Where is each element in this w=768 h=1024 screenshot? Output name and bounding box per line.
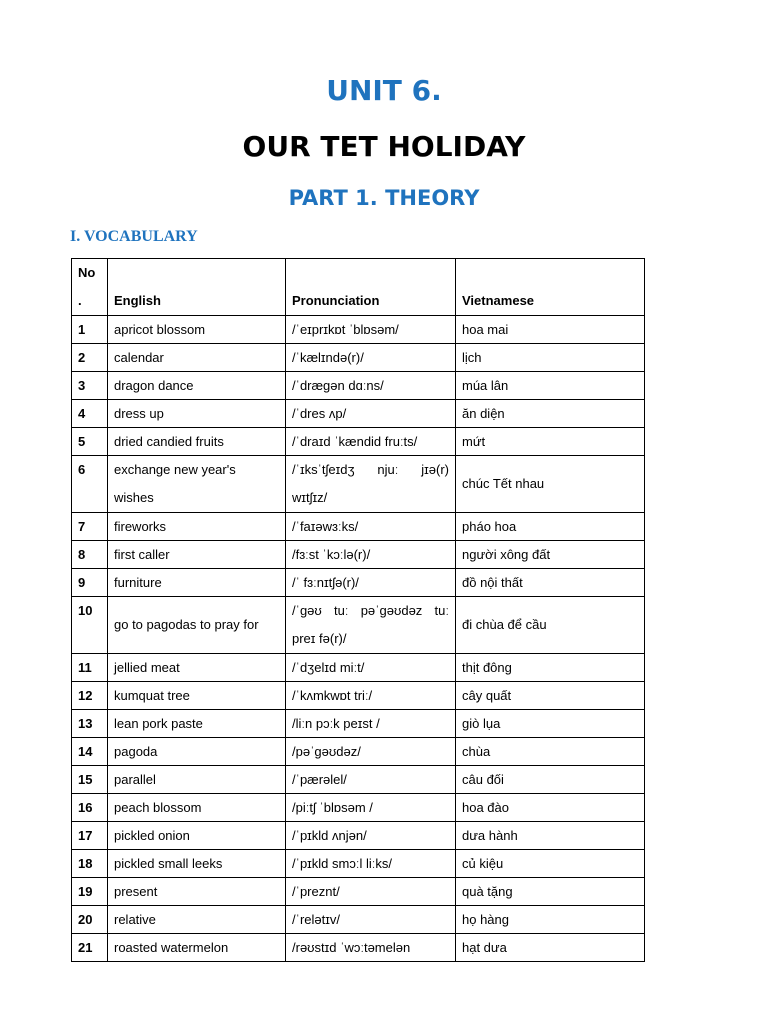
row-english: lean pork paste bbox=[108, 710, 286, 738]
row-english: go to pagodas to pray for bbox=[108, 597, 286, 654]
row-english: exchange new year's wishes bbox=[108, 456, 286, 513]
unit-title: UNIT 6. bbox=[326, 74, 442, 107]
row-pronunciation: /pəˈɡəʊdəz/ bbox=[286, 738, 456, 766]
row-pronunciation: /ˈfaɪəwɜːks/ bbox=[286, 513, 456, 541]
table-row bbox=[72, 372, 645, 400]
row-pronunciation: /ˈdræɡən dɑːns/ bbox=[286, 372, 456, 400]
row-number: 3 bbox=[72, 372, 108, 400]
row-vietnamese: giò lụa bbox=[456, 710, 645, 738]
row-english: calendar bbox=[108, 344, 286, 372]
row-vietnamese: họ hàng bbox=[456, 906, 645, 934]
row-vietnamese: chúc Tết nhau bbox=[456, 456, 645, 513]
row-english: apricot blossom bbox=[108, 316, 286, 344]
table-row bbox=[72, 934, 645, 962]
row-pronunciation: /ˈdraɪd ˈkændid fruːts/ bbox=[286, 428, 456, 456]
row-english: roasted watermelon bbox=[108, 934, 286, 962]
header-no-line2: . bbox=[78, 293, 82, 308]
table-row bbox=[72, 738, 645, 766]
row-number: 5 bbox=[72, 428, 108, 456]
row-vietnamese: múa lân bbox=[456, 372, 645, 400]
row-number: 9 bbox=[72, 569, 108, 597]
unit-subtitle: OUR TET HOLIDAY bbox=[242, 130, 526, 163]
row-number: 2 bbox=[72, 344, 108, 372]
vocabulary-table bbox=[71, 258, 645, 962]
header-vietnamese: Vietnamese bbox=[456, 259, 645, 316]
table-row bbox=[72, 541, 645, 569]
table-row bbox=[72, 597, 645, 654]
row-pronunciation: /ˈpɪkld ʌnjən/ bbox=[286, 822, 456, 850]
row-pronunciation: /ˈeɪprɪkɒt ˈblɒsəm/ bbox=[286, 316, 456, 344]
row-number: 17 bbox=[72, 822, 108, 850]
row-vietnamese: cây quất bbox=[456, 682, 645, 710]
table-row bbox=[72, 569, 645, 597]
row-number: 20 bbox=[72, 906, 108, 934]
table-row bbox=[72, 710, 645, 738]
table-row bbox=[72, 428, 645, 456]
table-row bbox=[72, 682, 645, 710]
row-pronunciation: /fɜːst ˈkɔːlə(r)/ bbox=[286, 541, 456, 569]
row-vietnamese: mứt bbox=[456, 428, 645, 456]
row-number: 1 bbox=[72, 316, 108, 344]
row-vietnamese: dưa hành bbox=[456, 822, 645, 850]
row-vietnamese: ăn diện bbox=[456, 400, 645, 428]
row-english: fireworks bbox=[108, 513, 286, 541]
table-row bbox=[72, 456, 645, 513]
row-pronunciation: /ˈɡəʊ tuː pəˈɡəʊdəz tuː preɪ fə(r)/ bbox=[286, 597, 456, 654]
row-vietnamese: hoa đào bbox=[456, 794, 645, 822]
header-english: English bbox=[108, 259, 286, 316]
row-pronunciation: /ˈɪksˈtʃeɪdʒ njuː jɪə(r) wɪtʃɪz/ bbox=[286, 456, 456, 513]
row-pronunciation: /ˈrelətɪv/ bbox=[286, 906, 456, 934]
row-english: peach blossom bbox=[108, 794, 286, 822]
row-pronunciation: /ˈpærəlel/ bbox=[286, 766, 456, 794]
row-vietnamese: lịch bbox=[456, 344, 645, 372]
row-english: pickled onion bbox=[108, 822, 286, 850]
row-vietnamese: đồ nội thất bbox=[456, 569, 645, 597]
row-pronunciation: /ˈkælɪndə(r)/ bbox=[286, 344, 456, 372]
row-number: 18 bbox=[72, 850, 108, 878]
row-pronunciation: /ˈdres ʌp/ bbox=[286, 400, 456, 428]
table-row bbox=[72, 878, 645, 906]
table-row bbox=[72, 822, 645, 850]
row-english: jellied meat bbox=[108, 654, 286, 682]
row-pronunciation: /ˈkʌmkwɒt triː/ bbox=[286, 682, 456, 710]
row-number: 14 bbox=[72, 738, 108, 766]
row-pronunciation: /liːn pɔːk peɪst / bbox=[286, 710, 456, 738]
row-english: first caller bbox=[108, 541, 286, 569]
table-row bbox=[72, 513, 645, 541]
section-heading: I. VOCABULARY bbox=[70, 228, 198, 245]
row-english: present bbox=[108, 878, 286, 906]
row-english: kumquat tree bbox=[108, 682, 286, 710]
row-number: 21 bbox=[72, 934, 108, 962]
row-english: relative bbox=[108, 906, 286, 934]
row-number: 6 bbox=[72, 456, 108, 513]
table-row bbox=[72, 766, 645, 794]
table-header-row bbox=[72, 259, 645, 316]
row-pronunciation: /ˈ fɜːnɪtʃə(r)/ bbox=[286, 569, 456, 597]
part-title: PART 1. THEORY bbox=[288, 186, 480, 210]
row-vietnamese: quà tặng bbox=[456, 878, 645, 906]
row-number: 4 bbox=[72, 400, 108, 428]
row-vietnamese: câu đối bbox=[456, 766, 645, 794]
table-row bbox=[72, 316, 645, 344]
row-english: furniture bbox=[108, 569, 286, 597]
row-vietnamese: hoa mai bbox=[456, 316, 645, 344]
row-number: 11 bbox=[72, 654, 108, 682]
row-english: parallel bbox=[108, 766, 286, 794]
row-vietnamese: đi chùa để cầu bbox=[456, 597, 645, 654]
table-row bbox=[72, 794, 645, 822]
table-row bbox=[72, 850, 645, 878]
row-pronunciation: /rəʊstɪd ˈwɔːtəmelən bbox=[286, 934, 456, 962]
row-pronunciation: /ˈpɪkld smɔːl liːks/ bbox=[286, 850, 456, 878]
row-vietnamese: pháo hoa bbox=[456, 513, 645, 541]
row-english: pagoda bbox=[108, 738, 286, 766]
table-row bbox=[72, 344, 645, 372]
row-number: 13 bbox=[72, 710, 108, 738]
header-no-line1: No bbox=[78, 265, 96, 280]
row-number: 10 bbox=[72, 597, 108, 654]
row-english: dragon dance bbox=[108, 372, 286, 400]
row-number: 7 bbox=[72, 513, 108, 541]
row-number: 12 bbox=[72, 682, 108, 710]
table-row bbox=[72, 906, 645, 934]
row-vietnamese: người xông đất bbox=[456, 541, 645, 569]
table-row bbox=[72, 400, 645, 428]
row-pronunciation: /ˈdʒelɪd miːt/ bbox=[286, 654, 456, 682]
row-number: 15 bbox=[72, 766, 108, 794]
row-vietnamese: hạt dưa bbox=[456, 934, 645, 962]
row-number: 16 bbox=[72, 794, 108, 822]
row-number: 8 bbox=[72, 541, 108, 569]
row-vietnamese: chùa bbox=[456, 738, 645, 766]
row-pronunciation: /ˈpreznt/ bbox=[286, 878, 456, 906]
row-number: 19 bbox=[72, 878, 108, 906]
table-row bbox=[72, 654, 645, 682]
header-no bbox=[72, 259, 108, 316]
row-vietnamese: củ kiệu bbox=[456, 850, 645, 878]
row-english: dried candied fruits bbox=[108, 428, 286, 456]
row-english: pickled small leeks bbox=[108, 850, 286, 878]
header-pronunciation: Pronunciation bbox=[286, 259, 456, 316]
row-pronunciation: /piːtʃ ˈblɒsəm / bbox=[286, 794, 456, 822]
row-english: dress up bbox=[108, 400, 286, 428]
row-vietnamese: thịt đông bbox=[456, 654, 645, 682]
